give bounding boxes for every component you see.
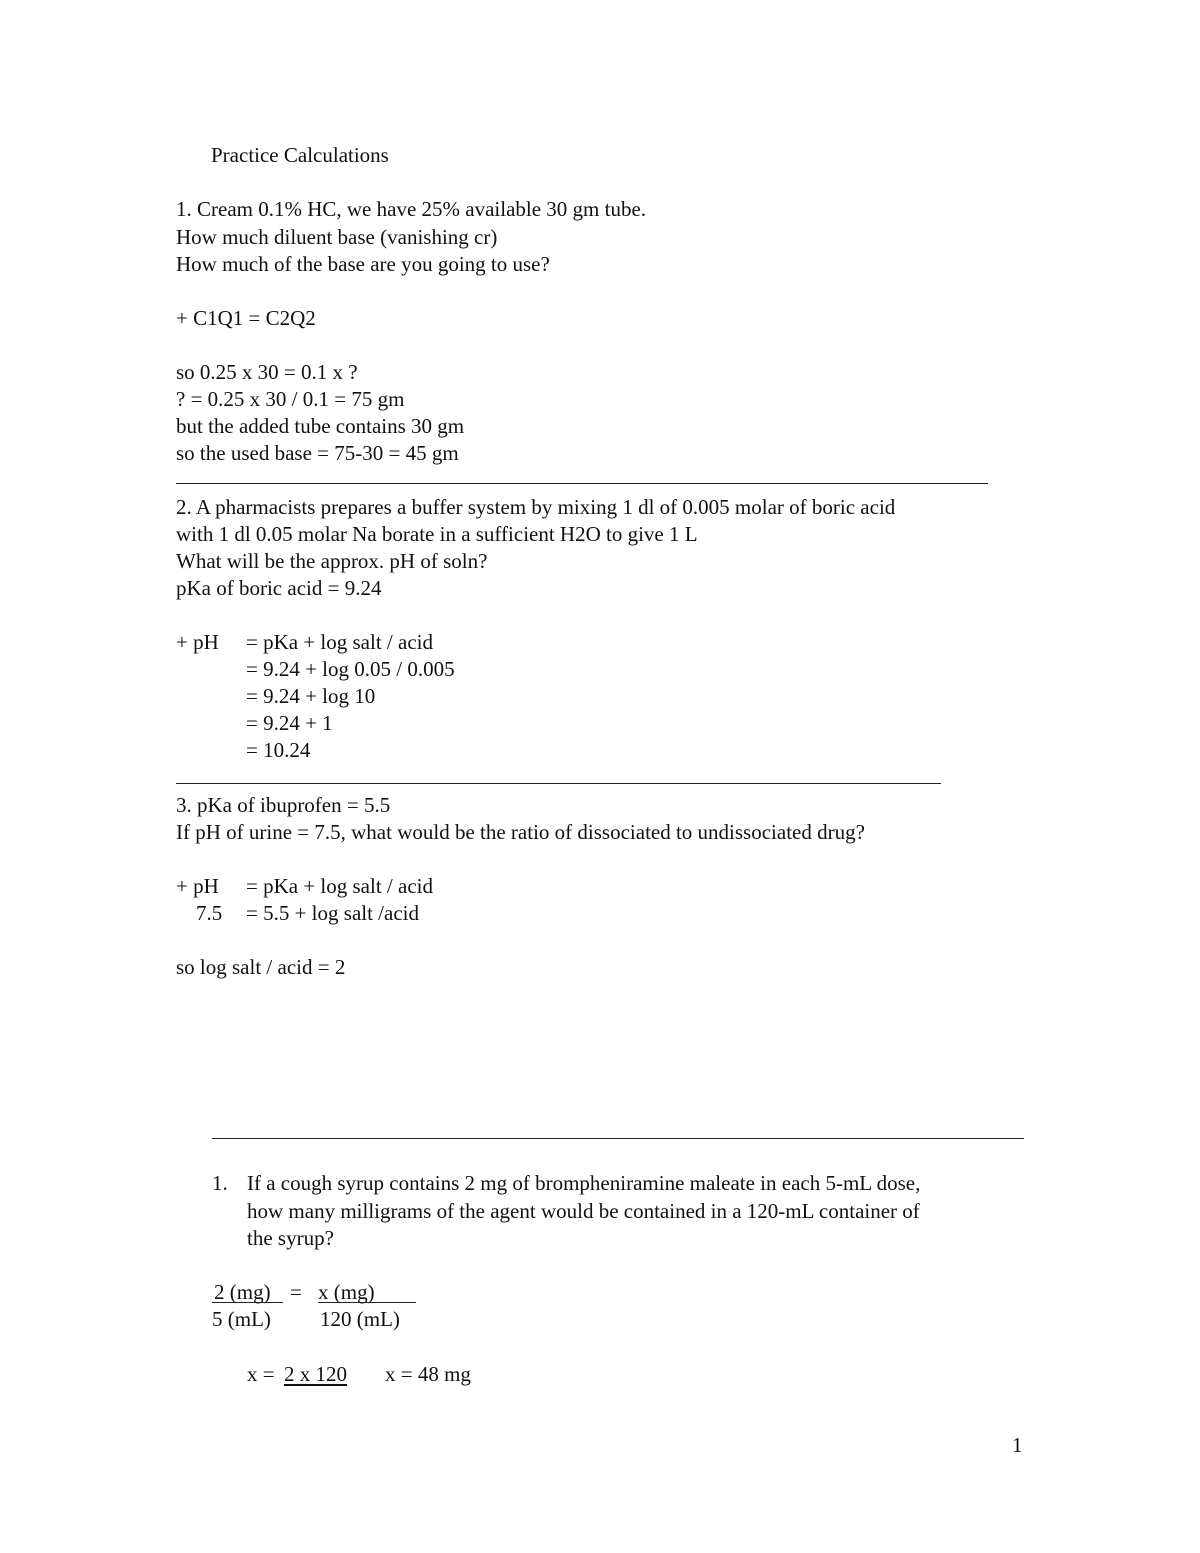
problem-3-answer: so log salt / acid = 2 — [176, 955, 346, 979]
section-divider — [176, 483, 988, 484]
solution-result: x = 48 mg — [385, 1362, 471, 1386]
list-item-number: 1. — [212, 1171, 228, 1195]
problem-3-step-2: = 5.5 + log salt /acid — [246, 901, 419, 925]
problem-1-formula: + C1Q1 = C2Q2 — [176, 306, 316, 330]
problem-2-statement-a: 2. A pharmacists prepares a buffer system by mixing 1 dl of 0.005 molar of boric acid — [176, 495, 896, 519]
page-title: Practice Calculations — [211, 143, 389, 167]
left-numerator: 2 (mg) — [214, 1280, 271, 1304]
problem-2-step-3: = 9.24 + log 10 — [246, 684, 376, 708]
problem-4-statement-a: If a cough syrup contains 2 mg of brompheniramine maleate in each 5-mL dose, — [247, 1171, 921, 1195]
right-numerator: x (mg) — [318, 1280, 375, 1304]
problem-2-answer: = 10.24 — [246, 738, 311, 762]
problem-3-given: 3. pKa of ibuprofen = 5.5 — [176, 793, 391, 817]
problem-1-question-a: How much diluent base (vanishing cr) — [176, 225, 498, 249]
problem-3-ph-value: 7.5 — [196, 901, 223, 925]
problem-2-ph-label: + pH — [176, 630, 219, 654]
solution-underlined-expression: 2 x 120 — [284, 1362, 347, 1386]
section-divider — [176, 783, 941, 784]
problem-1-step-2: ? = 0.25 x 30 / 0.1 = 75 gm — [176, 387, 405, 411]
problem-2-step-4: = 9.24 + 1 — [246, 711, 333, 735]
left-denominator: 5 (mL) — [212, 1307, 271, 1331]
problem-1-answer: so the used base = 75-30 = 45 gm — [176, 441, 459, 465]
right-fraction-bar — [318, 1302, 416, 1303]
equals-sign: = — [290, 1280, 302, 1304]
left-fraction-bar — [212, 1302, 283, 1303]
problem-2-step-1: = pKa + log salt / acid — [246, 630, 433, 654]
section-divider — [212, 1138, 1024, 1139]
problem-3-question: If pH of urine = 7.5, what would be the ratio of dissociated to undissociated drug? — [176, 820, 865, 844]
problem-2-step-2: = 9.24 + log 0.05 / 0.005 — [246, 657, 455, 681]
problem-4-statement-b: how many milligrams of the agent would be contained in a 120-mL container of — [247, 1199, 920, 1223]
page-number: 1 — [1012, 1433, 1023, 1457]
problem-3-ph-label: + pH — [176, 874, 219, 898]
problem-1-step-3: but the added tube contains 30 gm — [176, 414, 465, 438]
problem-2-statement-b: with 1 dl 0.05 molar Na borate in a sufficient H2O to give 1 L — [176, 522, 698, 546]
problem-1-statement: 1. Cream 0.1% HC, we have 25% available 30 gm tube. — [176, 197, 647, 221]
problem-1-question-b: How much of the base are you going to use? — [176, 252, 550, 276]
problem-2-question: What will be the approx. pH of soln? — [176, 549, 488, 573]
problem-3-step-1: = pKa + log salt / acid — [246, 874, 433, 898]
problem-1-step-1: so 0.25 x 30 = 0.1 x ? — [176, 360, 358, 384]
solution-prefix: x = — [247, 1362, 280, 1386]
problem-4-statement-c: the syrup? — [247, 1226, 334, 1250]
problem-2-given: pKa of boric acid = 9.24 — [176, 576, 382, 600]
right-denominator: 120 (mL) — [320, 1307, 400, 1331]
